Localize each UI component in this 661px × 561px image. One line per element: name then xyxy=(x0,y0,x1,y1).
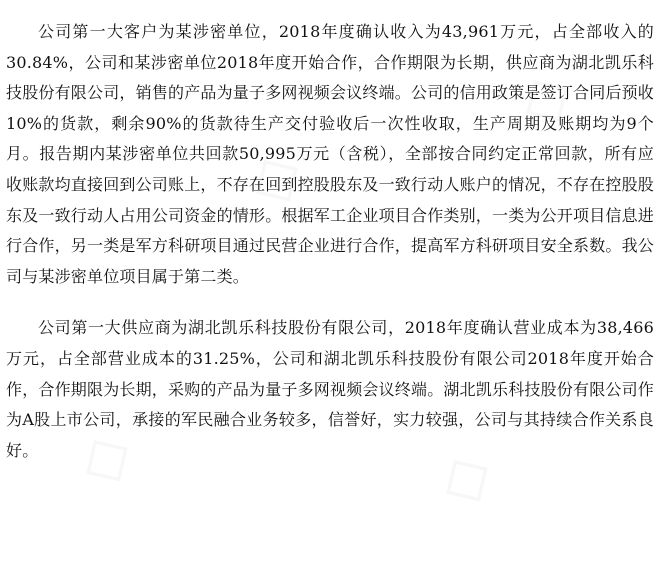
paragraph-first-supplier: 公司第一大供应商为湖北凯乐科技股份有限公司，2018年度确认营业成本为38,466万元，占全部营业成本的31.25%，公司和湖北凯乐科技股份有限公司2018年度开始合作，合作期限为长期，采购的产品为量子多网视频会议终端。湖北凯乐科技股份有限公司作为A股上市公司，承接的军民融合业务较多，信誉好，实力较强，公司与其持续合作关系良好。 xyxy=(6,318,655,460)
watermark-mark: ◇ xyxy=(504,52,586,142)
watermark-mark: ◇ xyxy=(234,132,316,222)
watermark-mark: ◇ xyxy=(64,412,146,502)
document-body xyxy=(6,0,654,466)
paragraph-first-customer: 公司第一大客户为某涉密单位，2018年度确认收入为43,961万元，占全部收入的30.84%，公司和某涉密单位2018年度开始合作，合作期限为长期，供应商为湖北凯乐科技股份有限公司，销售的产品为量子多网视频会议终端。公司的信用政策是签订合同后预收10%的货款，剩余90%的货款待生产交付验收后一次性收取，生产周期及账期均为9个月。报告期内某涉密单位共回款50,995万元（含税），全部按合同约定正常回款，所有应收账款均直接回到公司账上，不存在回到控股股东及一致行动人账户的情况，不存在控股股东及一致行动人占用公司资金的情形。根据军工企业项目合作类别，一类为公开项目信息进行合作，另一类是军方科研项目通过民营企业进行合作，提高军方科研项目安全系数。我公司与某涉密单位项目属于第二类。 xyxy=(6,22,655,286)
watermark-mark: ◇ xyxy=(424,432,506,522)
